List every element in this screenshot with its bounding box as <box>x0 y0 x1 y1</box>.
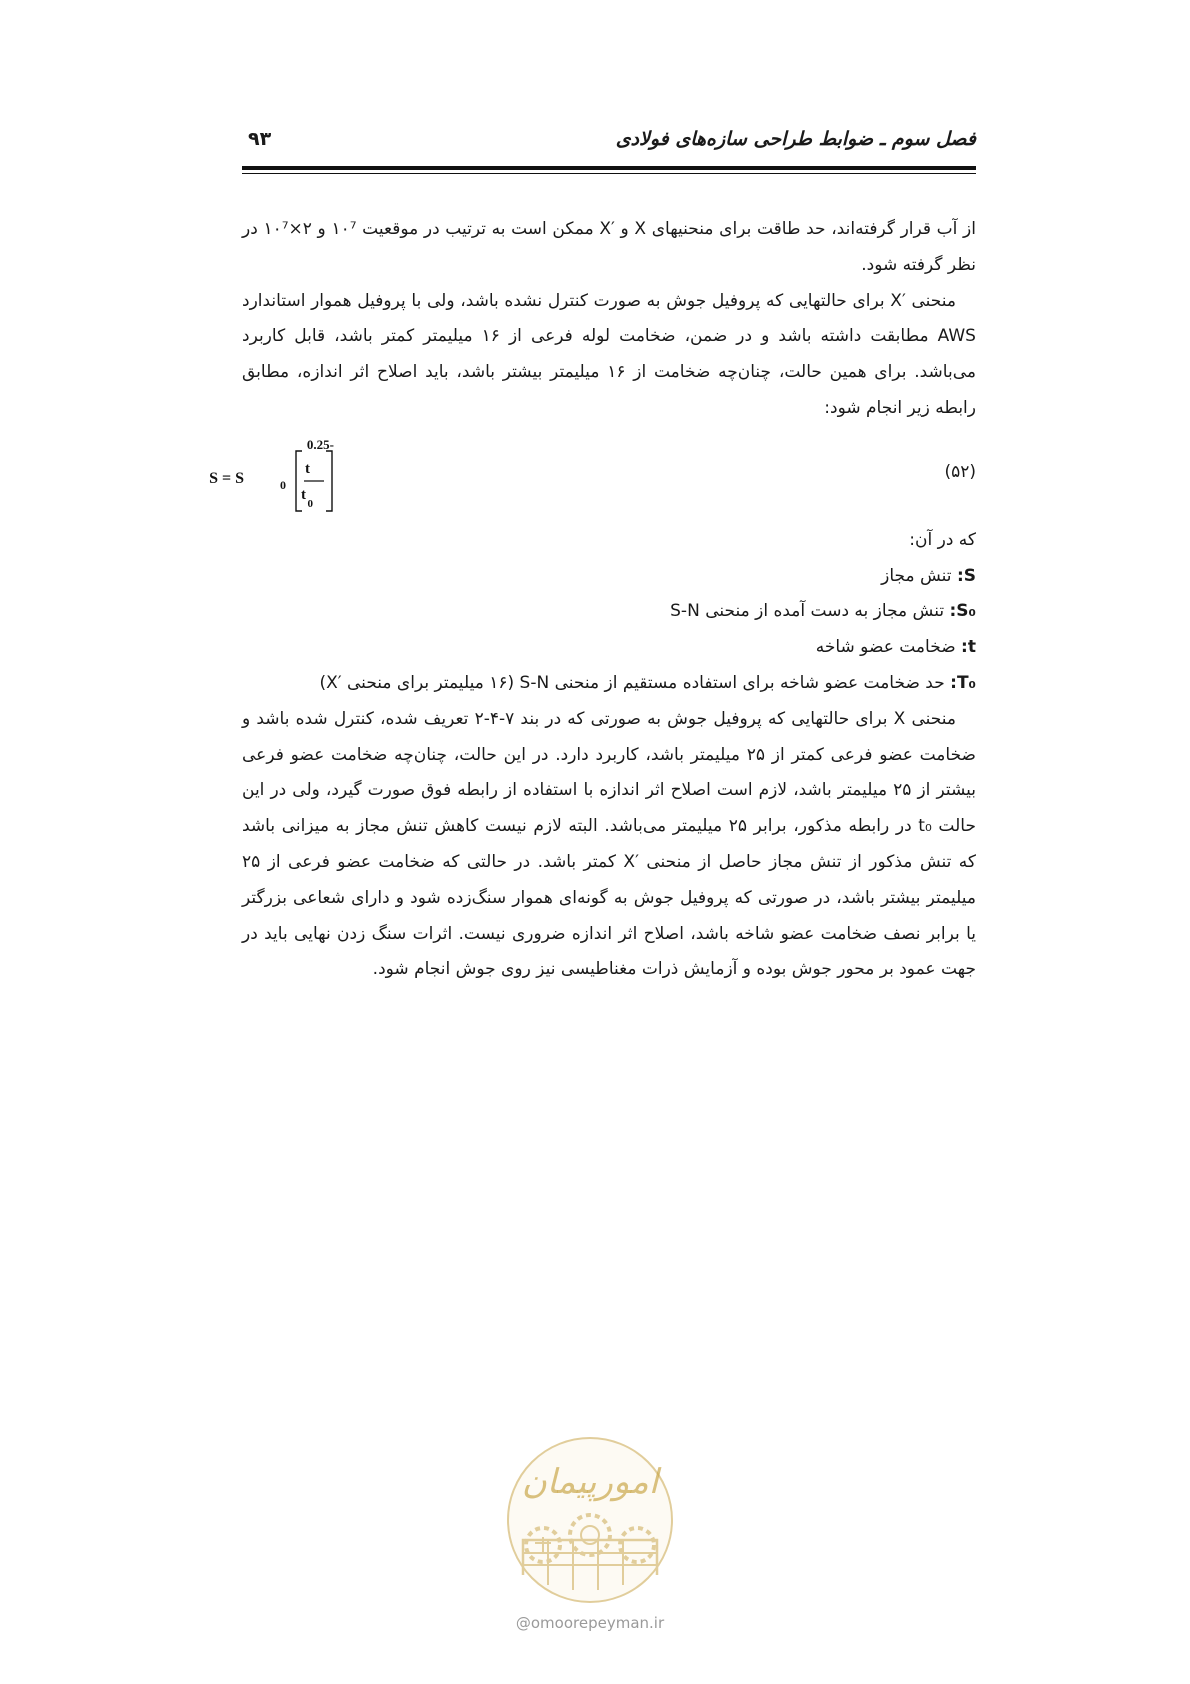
equation-lhs: S = S <box>209 469 244 487</box>
main-content <box>209 212 976 988</box>
equation-formula <box>209 433 392 517</box>
watermark-logo-text: امورپیمان <box>521 1462 659 1502</box>
paragraph-3: منحنی X برای حالتهایی که پروفیل جوش به صورتی که در بند ۷-۴-۲ تعریف شده، کنترل شده باشد و ضخامت عضو فرعی کمتر از ۲۵ میلیمتر باشد، کاربرد دارد. در این حالت، چنان‌چه ضخامت عضو فرعی بیشتر از ۲۵ میلیمتر باشد، لازم است اصلاح اثر اندازه با استفاده از رابطه فوق صورت گیرد، ولی در این حالت t₀ در رابطه مذکور، برابر ۲۵ میلیمتر می‌باشد. البته لازم نیست کاهش تنش مجاز به میزانی باشد که تنش مذکور از تنش مجاز حاصل از منحنی ′X کمتر باشد. در حالتی که ضخامت عضو فرعی از ۲۵ میلیمتر بیشتر باشد، در صورتی که پروفیل جوش به گونه‌ای هموار سنگ‌زده شود و دارای شعاعی بزرگتر یا برابر نصف ضخامت عضو شاخه باشد، اصلاح اثر اندازه ضروری نیست. اثرات سنگ زدن نهایی باید در جهت عمود بر محور جوش بوده و آزمایش ذرات مغناطیسی نیز روی جوش انجام شود. <box>242 708 976 980</box>
definition-text: حد ضخامت عضو شاخه برای استفاده مستقیم از منحنی S-N (۱۶ میلیمتر برای منحنی ′X) <box>319 672 951 693</box>
equation-number: (۵۲) <box>944 461 976 482</box>
definition-symbol: S: <box>956 565 976 586</box>
equation-row <box>209 429 976 519</box>
paragraph-2: منحنی ′X برای حالتهایی که پروفیل جوش به صورت کنترل نشده باشد، ولی با پروفیل هموار استاندارد AWS مطابقت داشته باشد و در ضمن، ضخامت لوله فرعی از ۱۶ میلیمتر کمتر باشد، قابل کاربرد می‌باشد. برای همین حالت، چنان‌چه ضخامت از ۱۶ میلیمتر بیشتر باشد، باید اصلاح اثر اندازه، مطابق رابطه زیر انجام شود: <box>242 290 976 418</box>
page-number: ۹۳ <box>248 128 272 150</box>
fraction-numerator: t <box>305 460 310 477</box>
watermark-logo <box>493 1425 687 1607</box>
definition-item <box>242 594 976 630</box>
definition-text: تنش مجاز به دست آمده از منحنی S-N <box>670 601 950 622</box>
definition-item <box>242 630 976 666</box>
equation-lhs-subscript: 0 <box>280 477 286 492</box>
fraction-denominator: t <box>301 486 306 503</box>
fraction-denominator-subscript: 0 <box>307 497 313 510</box>
definitions-intro: که در آن: <box>909 529 976 550</box>
definition-item <box>242 559 976 595</box>
equation-exponent: -0.25 <box>306 436 334 452</box>
definition-item <box>242 666 976 702</box>
header-rule-thin <box>242 173 976 174</box>
definition-symbol: t: <box>961 637 976 658</box>
page-header <box>242 126 976 166</box>
definition-text: ضخامت عضو شاخه <box>815 637 962 658</box>
watermark-website: @omoorepeyman.ir <box>515 1614 665 1632</box>
paragraph-1: از آب قرار گرفته‌اند، حد طاقت برای منحنیهای X و ′X ممکن است به ترتیب در موقعیت ۱۰⁷ و ۲×۱۰⁷ در نظر گرفته شود. <box>242 219 976 275</box>
definition-symbol: T₀: <box>950 672 976 693</box>
definition-text: تنش مجاز <box>881 565 957 586</box>
definitions-list <box>242 523 976 702</box>
right-bracket <box>326 451 332 511</box>
chapter-title: فصل سوم ـ ضوابط طراحی سازه‌های فولادی <box>615 128 976 150</box>
definition-symbol: S₀: <box>949 601 976 622</box>
header-rule-thick <box>242 166 976 170</box>
